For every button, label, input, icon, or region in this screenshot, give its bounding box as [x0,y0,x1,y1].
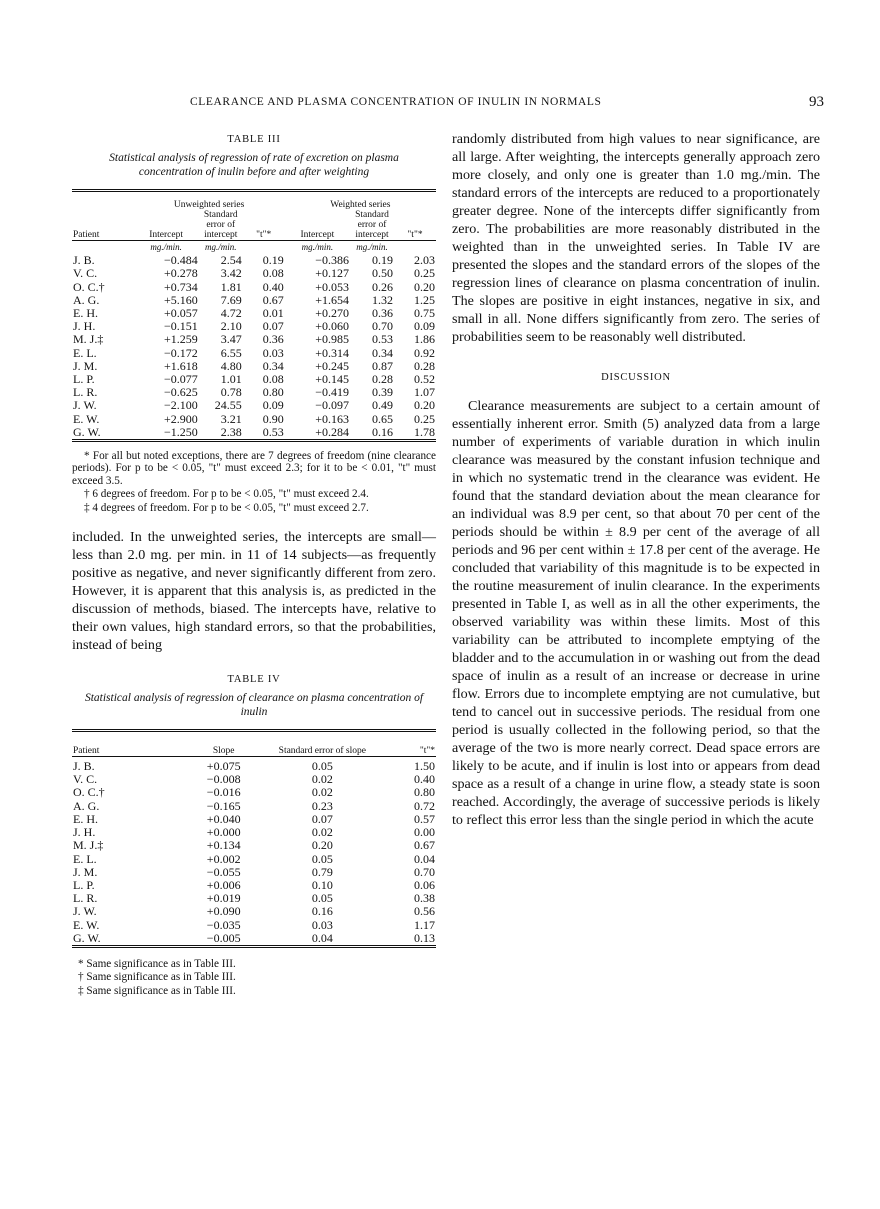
table3-row [72,281,436,294]
table3-notes [72,450,436,514]
table4-cell-se: 0.04 [311,930,333,945]
table3-group-unweighted: Unweighted series [173,200,245,210]
table3-col-t: "t"* [256,230,272,240]
table3-cell-se-w: 1.32 [372,292,393,307]
table4-cell-slope: +0.006 [206,877,241,892]
table3-cell-intercept: −0.077 [163,372,198,387]
table3-cell-t: 0.08 [262,266,284,281]
table3-cell-se: 1.81 [220,279,242,294]
running-header [72,94,824,116]
table3-unit-se-w: mg./min. [356,242,388,252]
table3-cell-patient: E. W. [73,411,100,426]
table3-cell-t: 0.03 [262,345,284,360]
table3-cell-t-w: 1.78 [414,424,435,439]
table3-unit-intercept: mg./min. [150,242,182,252]
table3-cell-se: 3.47 [220,332,242,347]
table3-cell-se-w: 0.28 [372,372,393,387]
table3-cell-se-w: 0.70 [372,319,393,334]
table3-cell-t: 0.80 [262,385,284,400]
table3-cell-se: 7.69 [220,292,242,307]
table4-cell-slope: −0.035 [206,917,241,932]
table4 [72,729,436,948]
table4-cell-se: 0.16 [311,904,333,919]
table3-cell-patient: L. R. [73,385,98,400]
table4-cell-t: 0.00 [414,825,435,840]
table3-cell-intercept: +0.057 [163,306,198,321]
table4-cell-t: 0.70 [414,864,435,879]
table3-row [72,413,436,426]
table3-cell-intercept: −0.625 [163,385,198,400]
table3-cell-intercept-w: +1.654 [315,292,349,307]
table4-cell-t: 0.13 [414,930,435,945]
table3-cell-se-w: 0.49 [372,398,393,413]
table3-cell-t-w: 0.20 [414,279,435,294]
table4-cell-se: 0.02 [311,772,333,787]
table4-caption: Statistical analysis of regression of clearance on plasma concentration of inulin [84,692,424,719]
table3-row [72,267,436,280]
table3-cell-t-w: 0.09 [414,319,435,334]
table3-col-se: Standard error of intercept [203,210,238,240]
table3-cell-t-w: 0.75 [414,306,435,321]
table4-cell-t: 1.50 [414,759,435,774]
table3-cell-intercept-w: +0.245 [315,358,349,373]
table3-cell-patient: O. C.† [73,279,105,294]
table3-cell-t: 0.01 [262,306,284,321]
table3-cell-intercept: +1.259 [163,332,198,347]
table3-cell-intercept-w: +0.053 [315,279,349,294]
table4-cell-se: 0.79 [311,864,333,879]
table4-cell-se: 0.20 [311,838,333,853]
table3-cell-se: 3.21 [220,411,242,426]
table3-cell-intercept: +0.734 [163,279,198,294]
table4-row [72,866,436,879]
table3-cell-intercept-w: +0.163 [315,411,349,426]
table4-row [72,839,436,852]
table4-col-patient: Patient [73,746,100,757]
left-column [72,130,436,998]
table3-cell-patient: M. J.‡ [73,332,104,347]
table4-cell-slope: −0.008 [206,772,241,787]
table4-cell-t: 0.06 [414,877,435,892]
table3-cell-intercept-w: +0.270 [315,306,349,321]
table3-cell-patient: A. G. [73,292,100,307]
table3-cell-intercept-w: −0.097 [315,398,349,413]
table3-cell-se: 0.78 [220,385,242,400]
table3-cell-se-w: 0.34 [372,345,393,360]
table4-cell-patient: E. L. [73,851,97,866]
table3-cell-t-w: 0.92 [414,345,435,360]
discussion-paragraph: Clearance measurements are subject to a certain amount of essentially inherent error. Smith (5) analyzed data from a large number of experiments of variable duration in which inulin clearance was measured by the constant infusion technique and in which no systematic trend in the clearance was evident. He found that the standard deviation about the mean clearance for an individual was 8.9 per cent, so that about 70 per cent of the periods should be within ± 8.9 per cent of the average of all periods and 96 per cent within ± 17.8 per cent of the average. He concluded that variability of this magnitude is to be expected in the routine measurement of inulin clearance. In the experiments presented in Table I, as well as in all the other experiments, the observed variability was within these limits. Most of this variability can be attributed to incomplete emptying of the bladder and to the accumulation in or washing out from the dead space of inulin as a result of an increase or decrease in urine flow. Errors due to incomplete emptying are not cumulative, but tend to cancel out in successive periods. The residual from one period is usually collected in the following period, so that the average of the two is more nearly correct. Dead space errors are likely to be acute, and if inulin is lost into or appears from dead space as a result of a change in urine flow, a steady state is soon reached. Accordingly, the average of successive periods is likely to reflect this error less than the single period in which the acute [452,398,820,828]
table4-cell-slope: +0.019 [206,891,241,906]
table3-cell-t-w: 2.03 [414,253,435,268]
table4-cell-patient: E. H. [73,811,98,826]
table4-cell-patient: E. W. [73,917,100,932]
table3-cell-se: 2.10 [220,319,242,334]
table3-cell-intercept: +0.278 [163,266,198,281]
table3-cell-intercept: −2.100 [163,398,198,413]
table4-cell-slope: −0.005 [206,930,241,945]
table3-row [72,333,436,346]
table3-cell-intercept-w: +0.145 [315,372,349,387]
table4-cell-se: 0.02 [311,825,333,840]
table3-cell-t: 0.08 [262,372,284,387]
table3-cell-t: 0.53 [262,424,284,439]
table4-cell-se: 0.05 [311,891,333,906]
table4-cell-patient: J. B. [73,759,95,774]
table3-cell-se: 24.55 [214,398,242,413]
table4-cell-se: 0.07 [311,811,333,826]
table4-cell-slope: +0.000 [206,825,241,840]
table3-row [72,426,436,441]
table4-cell-patient: A. G. [73,798,100,813]
table4-row [72,760,436,773]
table3-row [72,399,436,412]
table3-cell-patient: J. B. [73,253,95,268]
table3-cell-t-w: 1.86 [414,332,435,347]
table4-cell-t: 0.38 [414,891,435,906]
table4-notes [72,958,436,997]
table4-row [72,853,436,866]
table4-cell-patient: L. R. [73,891,98,906]
table3-cell-t-w: 0.25 [414,266,435,281]
table4-col-t: "t"* [419,746,435,757]
table3-cell-se: 3.42 [220,266,242,281]
table3-cell-t-w: 1.25 [414,292,435,307]
table3-cell-intercept: +1.618 [163,358,198,373]
table3-cell-se: 6.55 [220,345,242,360]
table4-cell-t: 0.67 [414,838,435,853]
table3-cell-t: 0.34 [262,358,284,373]
table3-cell-t-w: 0.20 [414,398,435,413]
table3-cell-se-w: 0.19 [372,253,393,268]
table3-col-intercept: Intercept [149,230,183,240]
table3-note: * For all but noted exceptions, there are 7 degrees of freedom (nine clearance periods). For p to be < 0.05, "t" must exceed 2.3; for it to be < 0.01, "t" must exceed 3.5. [72,450,436,487]
table4-cell-t: 0.57 [414,811,435,826]
table3-col-patient: Patient [73,230,100,240]
table4-cell-slope: +0.040 [206,811,241,826]
table3-cell-patient: J. H. [73,319,96,334]
table4-cell-slope: +0.075 [206,759,241,774]
table4-cell-patient: J. W. [73,904,97,919]
table3-cell-se: 2.54 [220,253,242,268]
table3-cell-intercept-w: +0.314 [315,345,349,360]
table4-cell-t: 0.40 [414,772,435,787]
table3-cell-intercept-w: +0.060 [315,319,349,334]
running-title: CLEARANCE AND PLASMA CONCENTRATION OF INULIN IN NORMALS [190,96,602,108]
table3-unit-se: mg./min. [204,242,237,252]
table4-col-slope: Slope [212,746,235,757]
table4-cell-slope: −0.055 [206,864,241,879]
page-number: 93 [809,94,824,110]
table3-cell-patient: J. W. [73,398,97,413]
table4-cell-patient: G. W. [73,930,101,945]
table3-cell-se-w: 0.16 [372,424,393,439]
table3-cell-intercept: −1.250 [163,424,198,439]
table3-cell-t: 0.67 [262,292,284,307]
table3-cell-se: 4.80 [220,358,242,373]
table4-cell-slope: −0.016 [206,785,241,800]
table4-row [72,919,436,932]
table3-cell-intercept: +2.900 [163,411,198,426]
table3-cell-se-w: 0.26 [372,279,393,294]
table3-cell-t: 0.90 [262,411,284,426]
table4-cell-slope: −0.165 [206,798,241,813]
table3-cell-se-w: 0.36 [372,306,393,321]
table3-cell-se-w: 0.65 [372,411,393,426]
table3-cell-t: 0.40 [262,279,284,294]
table3-note: † 6 degrees of freedom. For p to be < 0.05, "t" must exceed 2.4. [84,488,369,501]
table4-cell-t: 1.17 [414,917,435,932]
table4-cell-slope: +0.134 [206,838,241,853]
table4-row [72,800,436,813]
table4-cell-t: 0.72 [414,798,435,813]
table3-cell-patient: V. C. [73,266,98,281]
table3-cell-t-w: 1.07 [414,385,435,400]
table4-note: ‡ Same significance as in Table III. [78,984,236,997]
table3-cell-intercept-w: +0.127 [315,266,349,281]
table4-cell-patient: O. C.† [73,785,105,800]
table4-row [72,773,436,786]
table4-note: † Same significance as in Table III. [78,971,236,984]
table3-cell-intercept: −0.151 [163,319,198,334]
table3-cell-se-w: 0.39 [372,385,393,400]
table3-cell-se: 1.01 [220,372,242,387]
table3-unit-intercept-w: mg./min. [301,242,334,252]
table3-cell-t-w: 0.25 [414,411,435,426]
table4-cell-patient: J. H. [73,825,96,840]
table3-cell-intercept: +5.160 [163,292,198,307]
table4-cell-se: 0.02 [311,785,333,800]
table3-cell-intercept-w: −0.386 [315,253,349,268]
table3-caption: Statistical analysis of regression of rate of excretion on plasma concentration of inulin before and after weighting [109,152,399,178]
table3-cell-intercept-w: +0.985 [315,332,349,347]
table3-cell-t: 0.09 [262,398,284,413]
table4-cell-se: 0.05 [311,851,333,866]
table3-cell-intercept-w: +0.284 [315,424,349,439]
table3-cell-t: 0.36 [262,332,284,347]
right-column [452,130,820,829]
table3 [72,189,436,442]
table4-row [72,892,436,905]
table4-cell-t: 0.56 [414,904,435,919]
table3-group-weighted: Weighted series [330,200,391,210]
right-paragraph: randomly distributed from high values to near significance, are all large. After weighting, the intercepts generally approach zero more closely, and only one is greater than 1.0 mg./min. The standard errors of the intercepts are reduced to a proportionately greater degree. None of the intercepts differ significantly from zero. The probabilities are more reasonably distributed in the weighted than in the unweighted series. In Table IV are presented the slopes and the standard errors of the slopes of the regression lines of clearance on plasma concentration of inulin. The slopes are positive in eight instances, negative in six, and small in all. None differs significantly from zero. The series of probabilities seem to be reasonably well distributed. [452,131,820,345]
table4-cell-patient: L. P. [73,877,95,892]
table3-cell-intercept: −0.484 [163,253,198,268]
table3-cell-se: 2.38 [220,424,242,439]
table3-cell-t-w: 0.52 [414,372,435,387]
table4-row [72,905,436,918]
table4-col-se: Standard error of slope [278,746,366,757]
table4-row [72,786,436,799]
table3-cell-t: 0.07 [262,319,284,334]
table4-row [72,813,436,826]
table3-col-intercept-w: Intercept [300,230,335,240]
table3-cell-patient: E. L. [73,345,97,360]
table3-cell-se-w: 0.87 [372,358,393,373]
table4-cell-se: 0.05 [311,759,333,774]
table3-label: TABLE III [227,134,281,145]
table3-cell-t: 0.19 [262,253,284,268]
table4-row [72,932,436,947]
table4-cell-se: 0.03 [311,917,333,932]
table4-cell-slope: +0.090 [206,904,241,919]
table4-cell-se: 0.23 [311,798,333,813]
table3-cell-intercept: −0.172 [163,345,198,360]
table3-cell-patient: L. P. [73,372,95,387]
discussion-heading: DISCUSSION [601,372,671,383]
table4-note: * Same significance as in Table III. [78,957,236,970]
table4-cell-slope: +0.002 [206,851,241,866]
table3-cell-patient: J. M. [73,358,98,373]
table4-row [72,826,436,839]
table3-row [72,347,436,360]
table4-cell-se: 0.10 [311,877,333,892]
table4-row [72,879,436,892]
table4-cell-patient: J. M. [73,864,98,879]
table3-note: ‡ 4 degrees of freedom. For p to be < 0.05, "t" must exceed 2.7. [84,501,369,514]
table4-cell-patient: V. C. [73,772,98,787]
table3-col-se-w: Standard error of intercept [355,210,389,240]
table3-cell-se-w: 0.53 [372,332,393,347]
table3-cell-se: 4.72 [220,306,242,321]
table3-cell-intercept-w: −0.419 [315,385,349,400]
table4-cell-t: 0.80 [414,785,435,800]
table4-label: TABLE IV [227,674,281,686]
table4-cell-patient: M. J.‡ [73,838,104,853]
table4-cell-t: 0.04 [414,851,435,866]
table3-cell-t-w: 0.28 [414,358,435,373]
table3-col-t-w: "t"* [407,230,423,240]
table3-cell-patient: E. H. [73,306,98,321]
table3-cell-patient: G. W. [73,424,101,439]
left-paragraph: included. In the unweighted series, the intercepts are small—less than 2.0 mg. per min. in 11 of 14 subjects—as frequently positive as negative, and never significantly different from zero. However, it is apparent that this analysis is, as predicted in the discussion of methods, biased. The intercepts have, relative to their own values, high standard errors, so that the probabilities, instead of being [72,529,436,654]
table3-cell-se-w: 0.50 [372,266,393,281]
